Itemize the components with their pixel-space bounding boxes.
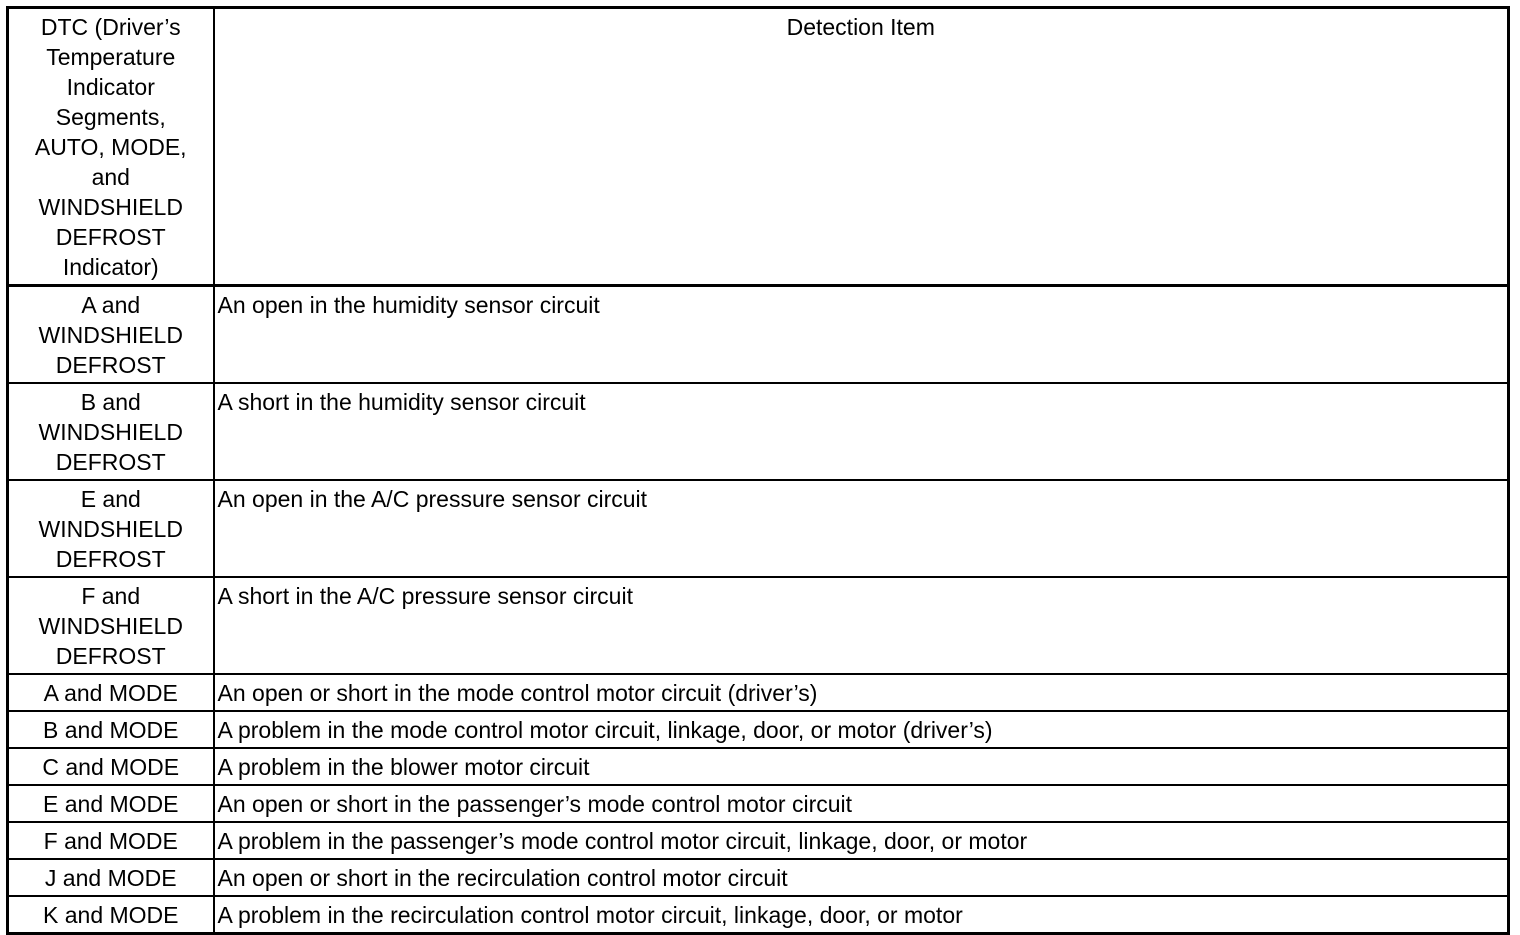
dtc-table xyxy=(6,6,1510,935)
dtc-code-cell: E and MODE xyxy=(8,785,214,822)
dtc-code-line: DEFROST xyxy=(55,449,166,475)
dtc-code-line: DEFROST xyxy=(55,643,166,669)
dtc-code-cell: K and MODE xyxy=(8,896,214,934)
detection-item-cell: A short in the humidity sensor circuit xyxy=(214,383,1509,480)
dtc-code-line: WINDSHIELD xyxy=(38,419,183,445)
header-dtc-line: DEFROST xyxy=(55,224,166,250)
header-dtc-line: Segments, xyxy=(55,104,166,130)
detection-item-cell: An open in the humidity sensor circuit xyxy=(214,286,1509,384)
dtc-code-cell: J and MODE xyxy=(8,859,214,896)
dtc-code-cell: C and MODE xyxy=(8,748,214,785)
dtc-code-cell: B and MODE xyxy=(8,711,214,748)
detection-item-cell: An open or short in the passenger’s mode control motor circuit xyxy=(214,785,1509,822)
dtc-code-line: WINDSHIELD xyxy=(38,322,183,348)
header-dtc-line: and xyxy=(91,164,130,190)
header-dtc-line: WINDSHIELD xyxy=(38,194,183,220)
table-row xyxy=(8,896,1509,934)
dtc-code-cell: A and MODE xyxy=(8,674,214,711)
dtc-code-line: WINDSHIELD xyxy=(38,516,183,542)
detection-item-cell: A problem in the blower motor circuit xyxy=(214,748,1509,785)
header-dtc-line: Indicator) xyxy=(62,254,159,280)
detection-item-cell: A short in the A/C pressure sensor circuit xyxy=(214,577,1509,674)
header-dtc-line: Temperature xyxy=(46,44,176,70)
dtc-code-line: F and xyxy=(81,583,141,609)
table-row xyxy=(8,577,1509,674)
detection-item-cell: An open or short in the recirculation control motor circuit xyxy=(214,859,1509,896)
dtc-code-cell xyxy=(8,577,214,674)
table-row xyxy=(8,286,1509,384)
dtc-code-cell xyxy=(8,383,214,480)
table-row xyxy=(8,859,1509,896)
table-header-row xyxy=(8,8,1509,286)
table-row xyxy=(8,822,1509,859)
detection-item-cell: An open in the A/C pressure sensor circuit xyxy=(214,480,1509,577)
header-dtc xyxy=(8,8,214,286)
header-dtc-line: Indicator xyxy=(66,74,155,100)
dtc-code-cell xyxy=(8,480,214,577)
detection-item-cell: An open or short in the mode control motor circuit (driver’s) xyxy=(214,674,1509,711)
dtc-code-cell xyxy=(8,286,214,384)
dtc-code-line: E and xyxy=(80,486,141,512)
header-detection-item: Detection Item xyxy=(214,8,1509,286)
dtc-code-line: WINDSHIELD xyxy=(38,613,183,639)
dtc-code-line: DEFROST xyxy=(55,352,166,378)
table-row xyxy=(8,748,1509,785)
dtc-code-line: B and xyxy=(80,389,141,415)
dtc-code-line: DEFROST xyxy=(55,546,166,572)
table-row xyxy=(8,711,1509,748)
dtc-code-cell: F and MODE xyxy=(8,822,214,859)
detection-item-cell: A problem in the recirculation control motor circuit, linkage, door, or motor xyxy=(214,896,1509,934)
header-dtc-line: DTC (Driver’s xyxy=(40,14,181,40)
table-row xyxy=(8,383,1509,480)
dtc-code-line: A and xyxy=(81,292,141,318)
detection-item-cell: A problem in the mode control motor circuit, linkage, door, or motor (driver’s) xyxy=(214,711,1509,748)
detection-item-cell: A problem in the passenger’s mode control motor circuit, linkage, door, or motor xyxy=(214,822,1509,859)
table-row xyxy=(8,480,1509,577)
table-row xyxy=(8,785,1509,822)
table-row xyxy=(8,674,1509,711)
header-dtc-line: AUTO, MODE, xyxy=(34,134,187,160)
